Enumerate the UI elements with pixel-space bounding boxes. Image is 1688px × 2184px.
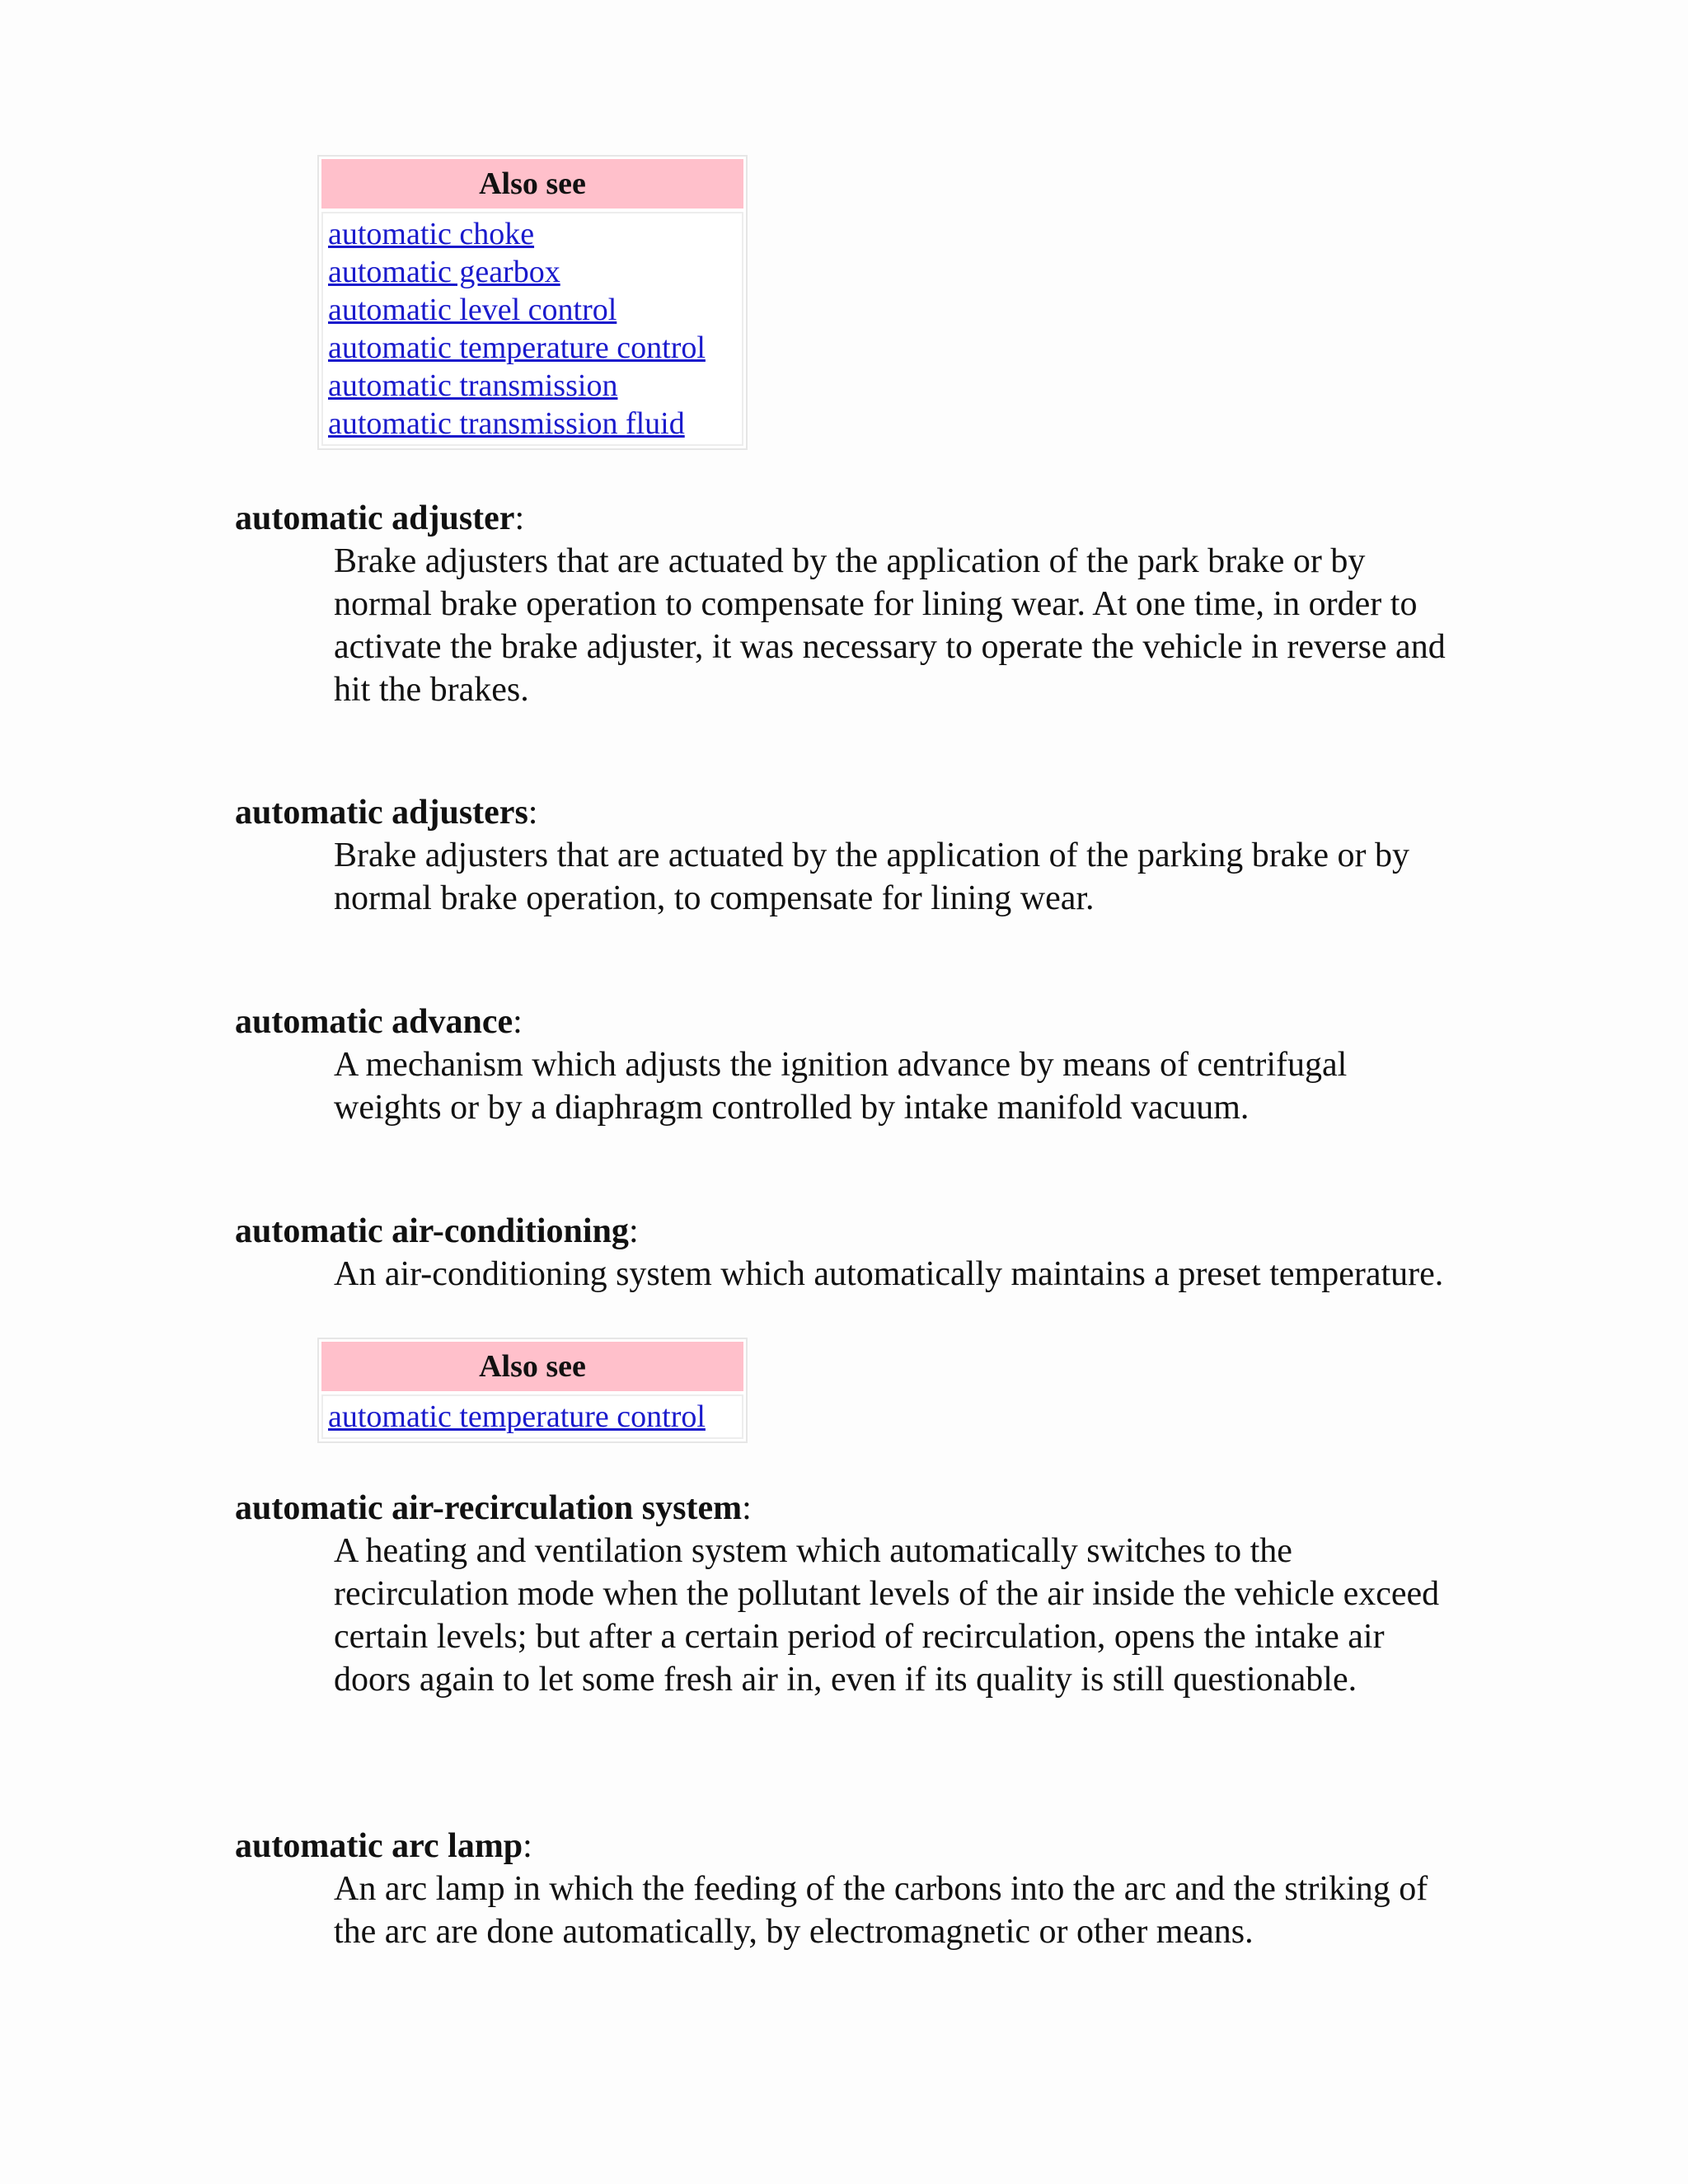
glossary-entry bbox=[235, 1487, 1455, 1701]
term-colon: : bbox=[523, 1827, 532, 1865]
term-line bbox=[235, 1001, 1455, 1043]
glossary-entry bbox=[235, 497, 1455, 711]
link-automatic-level-control[interactable]: automatic level control bbox=[328, 293, 617, 327]
term-colon: : bbox=[742, 1489, 752, 1527]
term: automatic arc lamp bbox=[235, 1827, 523, 1865]
link-automatic-gearbox[interactable]: automatic gearbox bbox=[328, 255, 560, 289]
definition: A mechanism which adjusts the ignition advance by means of centrifugal weights or by a diaphragm controlled by intake manifold vacuum. bbox=[334, 1046, 1348, 1127]
term-line bbox=[235, 1210, 1455, 1253]
glossary-entry bbox=[235, 1001, 1455, 1129]
term: automatic adjusters bbox=[235, 794, 528, 832]
link-automatic-temperature-control[interactable]: automatic temperature control bbox=[328, 330, 706, 365]
term: automatic adjuster bbox=[235, 499, 515, 537]
also-see-header: Also see bbox=[321, 159, 743, 209]
term: automatic air-conditioning bbox=[235, 1212, 629, 1250]
definition: An arc lamp in which the feeding of the carbons into the arc and the striking of the arc are done automatically, by electromagnetic or other means. bbox=[334, 1870, 1428, 1951]
link-automatic-transmission-fluid[interactable]: automatic transmission fluid bbox=[328, 406, 685, 441]
glossary-entry bbox=[235, 1210, 1455, 1296]
also-see-list bbox=[321, 212, 743, 446]
term-line bbox=[235, 497, 1455, 540]
term-colon: : bbox=[528, 794, 538, 832]
also-see-box bbox=[317, 155, 748, 450]
term-line bbox=[235, 1825, 1455, 1868]
also-see-header: Also see bbox=[321, 1342, 743, 1391]
link-automatic-temperature-control[interactable]: automatic temperature control bbox=[328, 1399, 706, 1434]
term-line bbox=[235, 791, 1455, 834]
glossary-entry bbox=[235, 791, 1455, 920]
glossary-entry bbox=[235, 1825, 1455, 1953]
also-see-box bbox=[317, 1338, 748, 1443]
term: automatic air-recirculation system bbox=[235, 1489, 743, 1527]
definition: A heating and ventilation system which automatically switches to the recirculation mode when the pollutant levels of the air inside the vehicle exceed certain levels; but after a certain period of recirculation, opens the intake air doors again to let some fresh air in, even if its quality is still questionable. bbox=[334, 1532, 1440, 1699]
link-automatic-choke[interactable]: automatic choke bbox=[328, 217, 535, 251]
definition: Brake adjusters that are actuated by the application of the park brake or by normal brake operation to compensate for lining wear. At one time, in order to activate the brake adjuster, it was necessary to operate the vehicle in reverse and hit the brakes. bbox=[334, 542, 1446, 709]
term-colon: : bbox=[513, 1003, 523, 1041]
term-colon: : bbox=[628, 1212, 639, 1250]
link-automatic-transmission[interactable]: automatic transmission bbox=[328, 368, 618, 403]
also-see-list bbox=[321, 1394, 743, 1439]
term-colon: : bbox=[514, 499, 525, 537]
term-line bbox=[235, 1487, 1455, 1530]
term: automatic advance bbox=[235, 1003, 513, 1041]
definition: Brake adjusters that are actuated by the application of the parking brake or by normal brake operation, to compensate for lining wear. bbox=[334, 837, 1409, 917]
definition: An air-conditioning system which automatically maintains a preset temperature. bbox=[334, 1255, 1444, 1293]
